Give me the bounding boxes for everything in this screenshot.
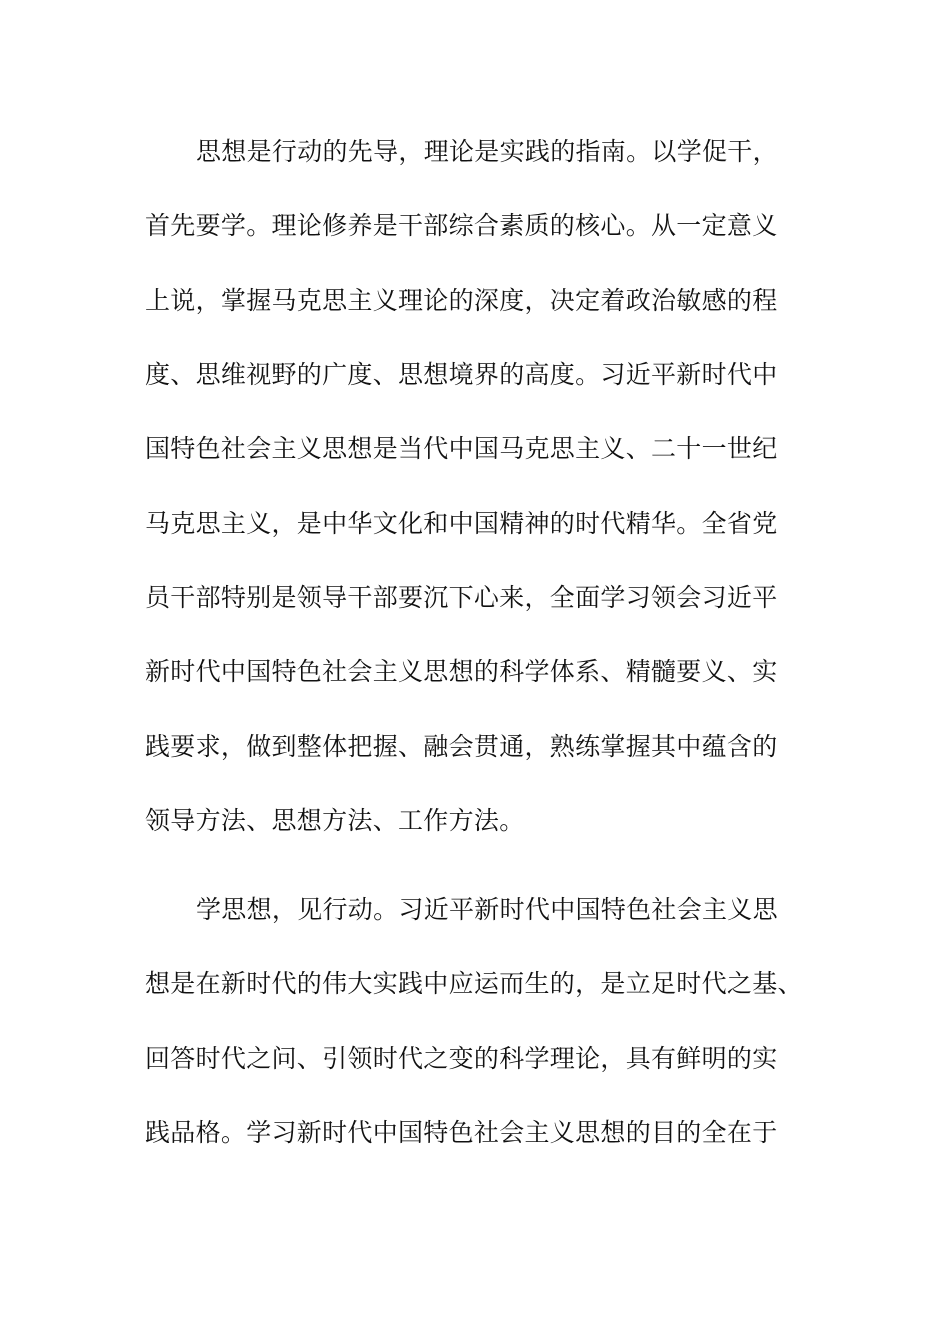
text-line: 马克思主义，是中华文化和中国精神的时代精华。全省党 (145, 509, 778, 538)
text-line: 新时代中国特色社会主义思想的科学体系、精髓要义、实 (145, 657, 778, 686)
text-line: 践要求，做到整体把握、融会贯通，熟练掌握其中蕴含的 (145, 732, 778, 761)
text-line: 首先要学。理论修养是干部综合素质的核心。从一定意义 (145, 211, 778, 240)
text-line: 上说，掌握马克思主义理论的深度，决定着政治敏感的程 (145, 286, 778, 315)
text-line: 回答时代之问、引领时代之变的科学理论，具有鲜明的实 (145, 1044, 778, 1073)
text-line: 践品格。学习新时代中国特色社会主义思想的目的全在于 (145, 1118, 778, 1147)
text-line: 领导方法、思想方法、工作方法。 (145, 806, 525, 835)
text-line: 思想是行动的先导，理论是实践的指南。以学促干， (196, 137, 778, 166)
text-line: 度、思维视野的广度、思想境界的高度。习近平新时代中 (145, 360, 778, 389)
text-line: 国特色社会主义思想是当代中国马克思主义、二十一世纪 (145, 434, 778, 463)
text-line: 学思想，见行动。习近平新时代中国特色社会主义思 (196, 895, 778, 924)
text-line: 想是在新时代的伟大实践中应运而生的，是立足时代之基、 (145, 969, 803, 998)
text-line: 员干部特别是领导干部要沉下心来，全面学习领会习近平 (145, 583, 778, 612)
